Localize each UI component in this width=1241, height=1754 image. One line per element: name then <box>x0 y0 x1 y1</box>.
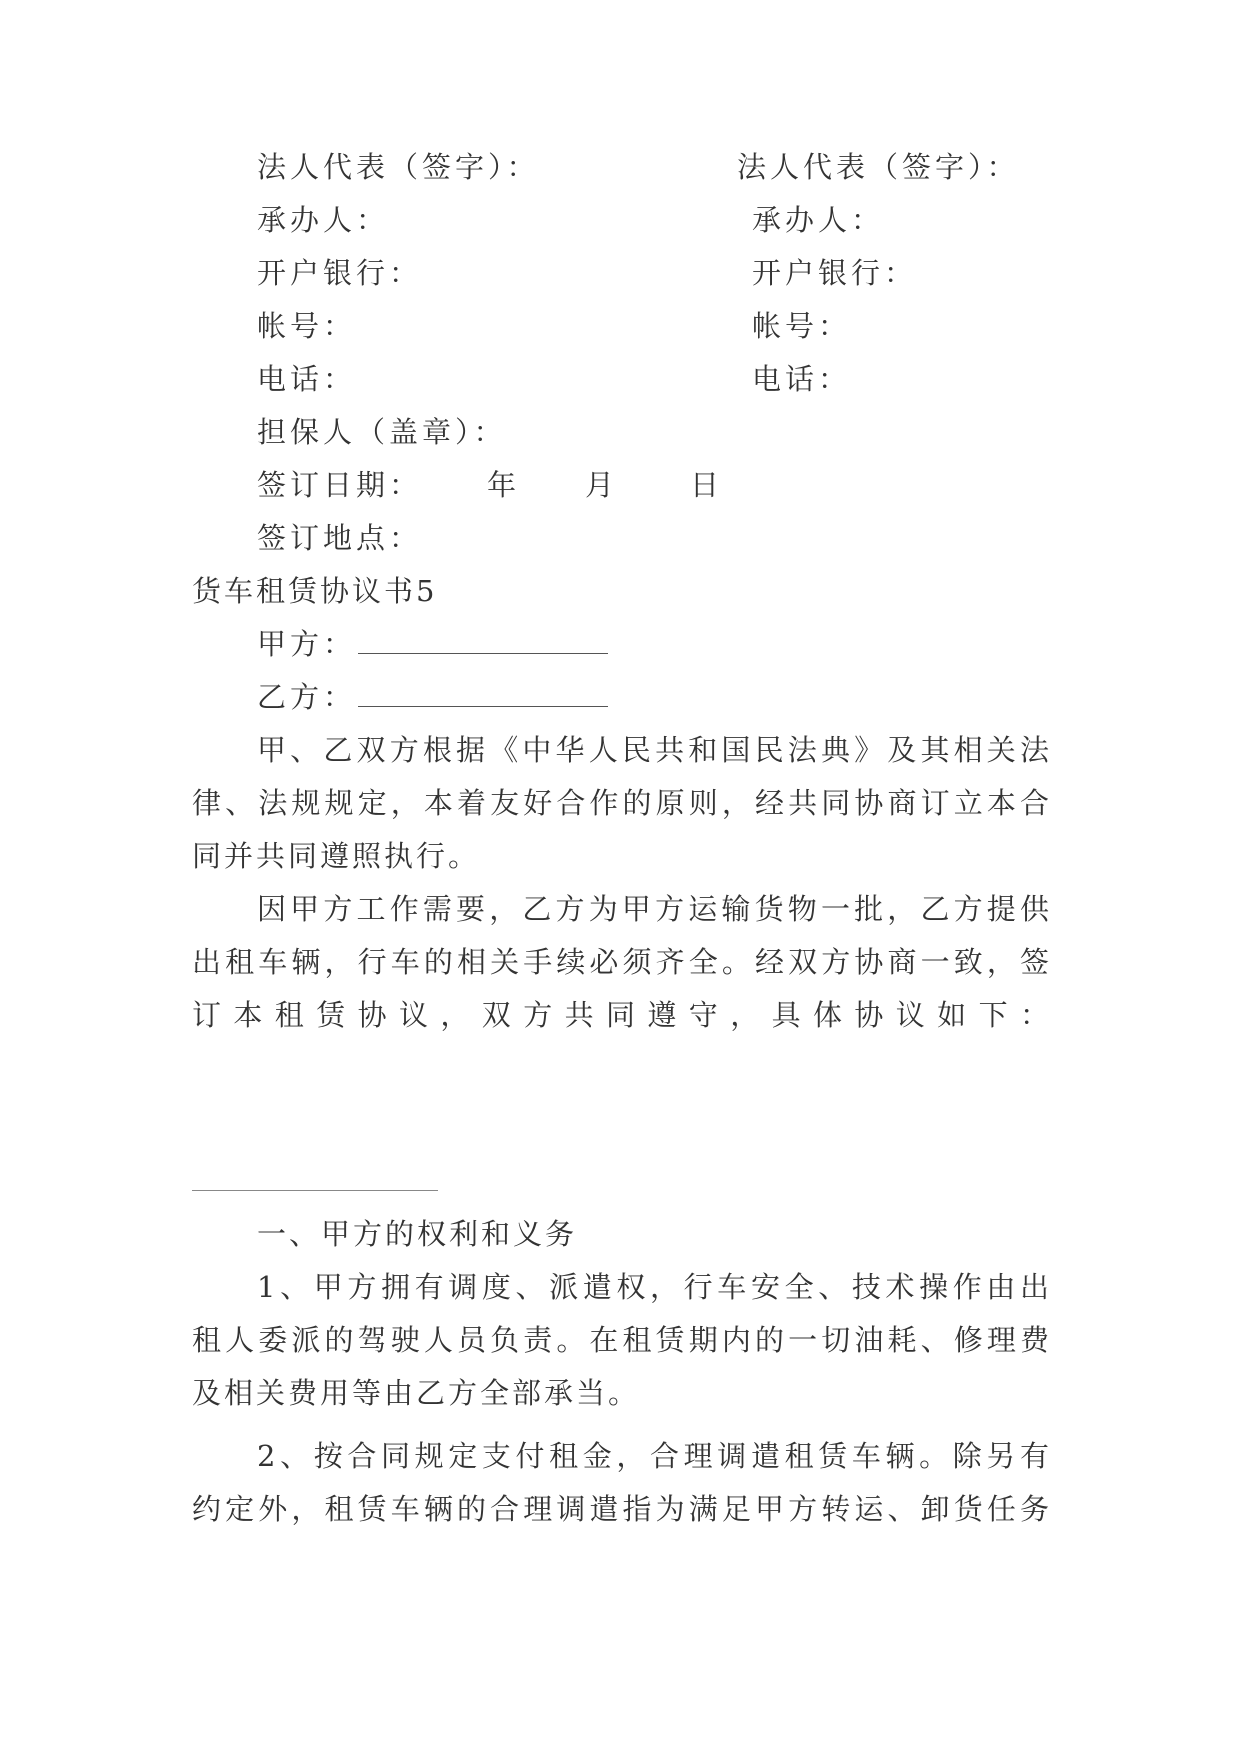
left-account-label: 帐号： <box>257 309 357 343</box>
item-1-line-3: 及相关费用等由乙方全部承当。 <box>192 1376 641 1410</box>
right-account-label: 帐号： <box>752 309 852 343</box>
guarantor-label: 担保人（盖章）： <box>257 415 507 449</box>
intro-line-2: 律、法规规定，本着友好合作的原则，经共同协商订立本合 <box>192 786 1052 820</box>
right-handler-label: 承办人： <box>752 203 885 237</box>
party-a-line <box>257 624 608 664</box>
item-2-line-1: 2、按合同规定支付租金，合理调遣租赁车辆。除另有 <box>257 1439 1052 1473</box>
party-a-blank <box>358 627 608 654</box>
left-legal-rep-label: 法人代表（签字）： <box>257 150 540 184</box>
sign-date-label: 签订日期： <box>257 468 423 502</box>
intro-line-3: 同并共同遵照执行。 <box>192 839 481 873</box>
item-2-line-2: 约定外，租赁车辆的合理调遣指为满足甲方转运、卸货任务 <box>192 1492 1052 1526</box>
party-b-blank <box>358 680 608 707</box>
sign-date-year: 年 <box>487 468 521 502</box>
party-a-label: 甲方： <box>257 627 357 661</box>
sign-date-month: 月 <box>585 468 619 502</box>
reason-line-2: 出租车辆，行车的相关手续必须齐全。经双方协商一致，签 <box>192 945 1052 979</box>
sign-date-day: 日 <box>690 468 724 502</box>
party-b-line <box>257 677 608 717</box>
separator-rule <box>192 1190 438 1191</box>
right-bank-label: 开户银行： <box>752 256 918 290</box>
intro-line-1: 甲、乙双方根据《中华人民共和国民法典》及其相关法 <box>257 733 1052 767</box>
sign-place-label: 签订地点： <box>257 521 423 555</box>
left-bank-label: 开户银行： <box>257 256 423 290</box>
item-1-line-2: 租人委派的驾驶人员负责。在租赁期内的一切油耗、修理费 <box>192 1323 1052 1357</box>
right-phone-label: 电话： <box>752 362 852 396</box>
reason-line-3: 订本租赁协议，双方共同遵守，具体协议如下： <box>192 998 1052 1032</box>
left-phone-label: 电话： <box>257 362 357 396</box>
left-handler-label: 承办人： <box>257 203 390 237</box>
agreement-title: 货车租赁协议书5 <box>192 574 438 608</box>
party-b-label: 乙方： <box>257 680 357 714</box>
reason-line-1: 因甲方工作需要，乙方为甲方运输货物一批，乙方提供 <box>257 892 1052 926</box>
section-1-title: 一、甲方的权利和义务 <box>257 1217 578 1251</box>
right-legal-rep-label: 法人代表（签字）： <box>737 150 1020 184</box>
item-1-line-1: 1、甲方拥有调度、派遣权，行车安全、技术操作由出 <box>257 1270 1052 1304</box>
